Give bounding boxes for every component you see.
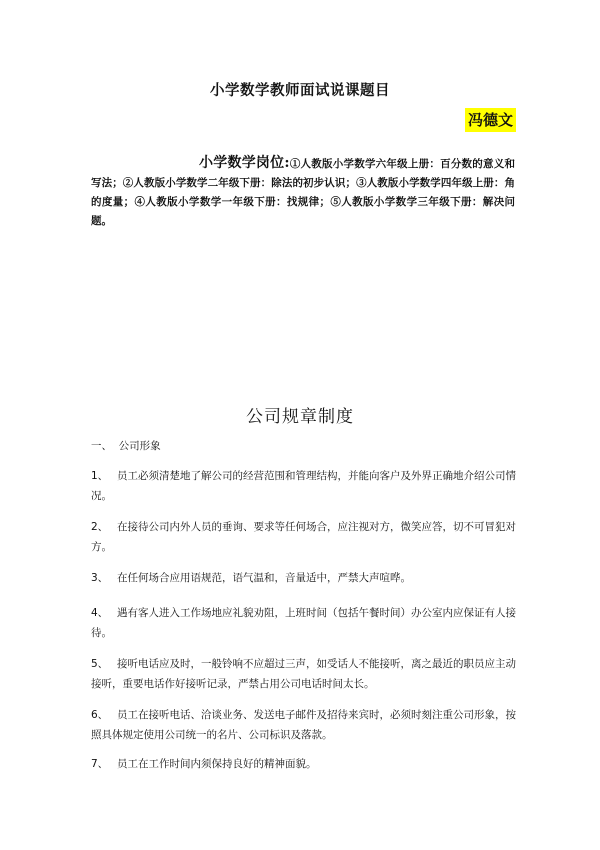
section-heading: 一、 公司形象 [91,440,161,452]
position-topics-paragraph [91,154,515,231]
rule-item-5 [91,654,516,694]
position-label: 小学数学岗位: [199,155,290,171]
position-topics-text: ①人教版小学数学六年级上册：百分数的意义和写法；②人教版小学数学二年级下册：除法的初步认识；③人教版小学数学四年级上册：角的度量；④人教版小学数学一年级下册：找规律；⑤人教版小学数学三年级下册：解决问题。 [91,158,515,227]
author-name-highlight: 冯德文 [465,108,516,132]
rule-number: 1、 [91,470,109,482]
rule-text: 员工必须清楚地了解公司的经营范围和管理结构，并能向客户及外界正确地介绍公司情况。 [91,470,516,502]
rule-text: 在接待公司内外人员的垂询、要求等任何场合，应注视对方，微笑应答，切不可冒犯对方。 [91,521,516,553]
rule-text: 遇有客人进入工作场地应礼貌劝阻，上班时间（包括午餐时间）办公室内应保证有人接待。 [91,607,516,639]
rule-item-7 [91,754,516,774]
rule-number: 7、 [91,758,109,770]
document-title: 小学数学教师面试说课题目 [210,82,390,99]
rule-item-6 [91,705,516,745]
rule-item-4 [91,603,516,643]
rule-item-1 [91,466,516,506]
rule-text: 员工在接听电话、洽谈业务、发送电子邮件及招待来宾时，必须时刻注重公司形象，按照具体规定使用公司统一的名片、公司标识及落款。 [91,709,516,741]
rule-number: 2、 [91,521,109,533]
rule-number: 3、 [91,572,109,584]
rule-item-2 [91,517,516,557]
rule-number: 6、 [91,709,109,721]
rule-number: 5、 [91,658,109,670]
rule-text: 在任何场合应用语规范，语气温和，音量适中，严禁大声喧哗。 [117,572,411,584]
rule-text: 接听电话应及时，一般铃响不应超过三声，如受话人不能接听，离之最近的职员应主动接听，重要电话作好接听记录，严禁占用公司电话时间太长。 [91,658,516,690]
rules-title: 公司规章制度 [246,407,354,427]
rule-number: 4、 [91,607,109,619]
rule-text: 员工在工作时间内须保持良好的精神面貌。 [117,758,317,770]
rule-item-3 [91,568,516,588]
